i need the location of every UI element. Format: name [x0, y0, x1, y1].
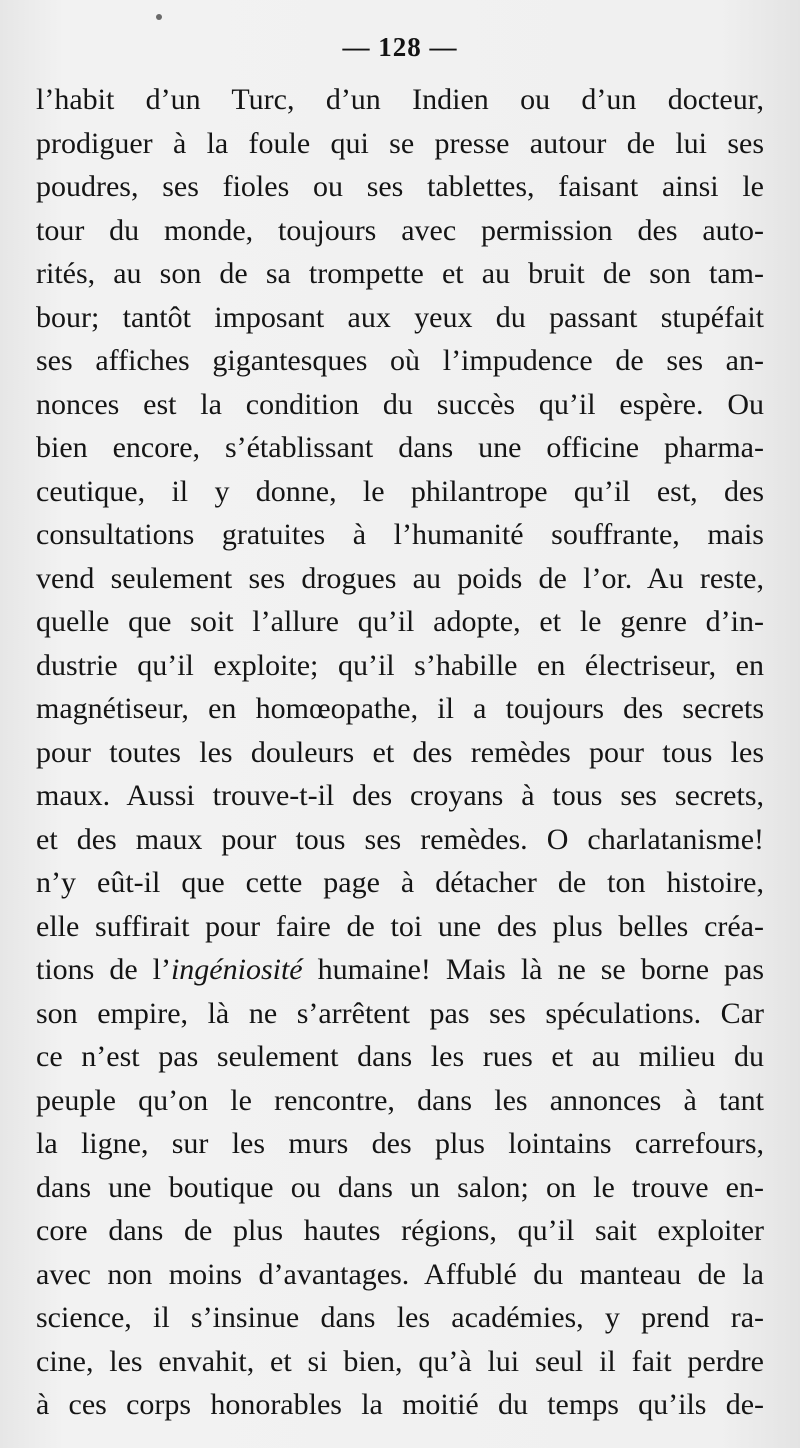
text-line: rités, au son de sa trompette et au bruit de son tam-: [36, 257, 764, 290]
text-line: à ces corps honorables la moitié du temps qu’ils de-: [36, 1388, 764, 1421]
text-line: avec non moins d’avantages. Affublé du manteau de la: [36, 1257, 764, 1291]
text-line: pour toutes les douleurs et des remèdes pour tous les: [36, 735, 764, 769]
text-line: ceutique, il y donne, le philantrope qu’il est, des: [36, 474, 764, 508]
text-line: poudres, ses fioles ou ses tablettes, faisant ainsi le: [36, 170, 764, 203]
text-line: dans une boutique ou dans un salon; on le trouve en-: [36, 1170, 764, 1204]
text-line: magnétiseur, en homœopathe, il a toujours des secrets: [36, 692, 764, 725]
italic-word: ingéniosité: [170, 953, 303, 986]
text-line: tour du monde, toujours avec permission des auto-: [36, 213, 764, 247]
text-line: vend seulement ses drogues au poids de l’or. Au reste,: [36, 561, 764, 595]
page-number: — 128 —: [342, 32, 458, 62]
text-line: ses affiches gigantesques où l’impudence de ses an-: [36, 344, 764, 377]
body-text: [36, 78, 764, 1427]
text-line: cine, les envahit, et si bien, qu’à lui seul il fait perdre: [36, 1344, 764, 1378]
text-segment: tions de l’: [36, 953, 171, 986]
text-line: consultations gratuites à l’humanité souffrante, mais: [36, 518, 764, 551]
text-line: n’y eût-il que cette page à détacher de ton histoire,: [36, 866, 764, 899]
text-line: ce n’est pas seulement dans les rues et au milieu du: [36, 1040, 764, 1073]
text-line-with-italic: [36, 948, 764, 992]
text-line: maux. Aussi trouve-t-il des croyans à tous ses secrets,: [36, 779, 764, 812]
text-line: elle suffirait pour faire de toi une des plus belles créa-: [36, 909, 764, 943]
text-line: prodiguer à la foule qui se presse autour de lui ses: [36, 126, 764, 160]
text-line: dustrie qu’il exploite; qu’il s’habille en électriseur, en: [36, 648, 764, 682]
ink-speck: [156, 14, 162, 20]
text-segment: humaine! Mais là ne se borne pas: [302, 953, 764, 986]
text-line: bien encore, s’établissant dans une officine pharma-: [36, 431, 764, 464]
text-line: core dans de plus hautes régions, qu’il sait exploiter: [36, 1214, 764, 1247]
text-line: science, il s’insinue dans les académies, y prend ra-: [36, 1301, 764, 1334]
text-line: son empire, là ne s’arrêtent pas ses spéculations. Car: [36, 996, 764, 1030]
text-line: bour; tantôt imposant aux yeux du passant stupéfait: [36, 300, 764, 334]
text-line: et des maux pour tous ses remèdes. O charlatanisme!: [36, 822, 764, 856]
text-line: quelle que soit l’allure qu’il adopte, et le genre d’in-: [36, 605, 764, 638]
text-line: la ligne, sur les murs des plus lointains carrefours,: [36, 1127, 764, 1160]
text-line: peuple qu’on le rencontre, dans les annonces à tant: [36, 1083, 764, 1117]
text-line: nonces est la condition du succès qu’il espère. Ou: [36, 387, 764, 421]
text-line: l’habit d’un Turc, d’un Indien ou d’un docteur,: [36, 83, 764, 116]
